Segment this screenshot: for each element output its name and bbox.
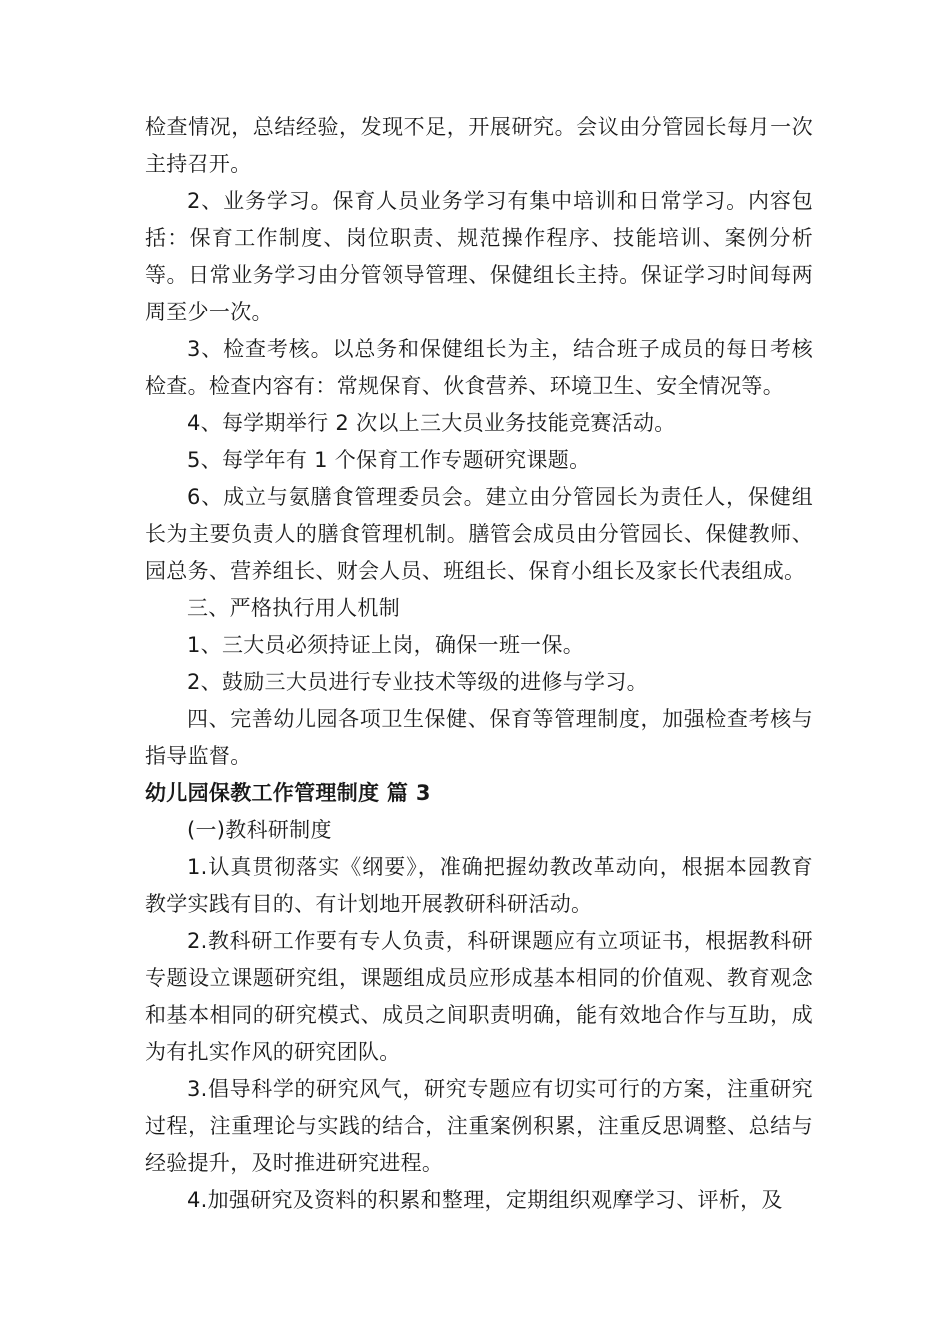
paragraph: 4、每学期举行 2 次以上三大员业务技能竞赛活动。 [187, 411, 676, 435]
paragraph: 2、业务学习。保育人员业务学习有集中培训和日常学习。内容包括：保育工作制度、岗位职责、规范操作程序、技能培训、案例分析等。日常业务学习由分管领导管理、保健组长主持。保证学习时间每两周至少一次。 [145, 189, 813, 324]
paragraph: 1、三大员必须持证上岗，确保一班一保。 [187, 633, 585, 657]
paragraph: 2、鼓励三大员进行专业技术等级的进修与学习。 [187, 670, 648, 694]
paragraph: 5、每学年有 1 个保育工作专题研究课题。 [187, 448, 591, 472]
paragraph: 3、检查考核。以总务和保健组长为主，结合班子成员的每日考核检查。检查内容有：常规保育、伙食营养、环境卫生、安全情况等。 [145, 337, 813, 398]
paragraph: 1.认真贯彻落实《纲要》，准确把握幼教改革动向，根据本园教育教学实践有目的、有计划地开展教研科研活动。 [145, 855, 813, 916]
section-heading: 幼儿园保教工作管理制度 篇 3 [145, 781, 431, 805]
paragraph: 4.加强研究及资料的积累和整理，定期组织观摩学习、评析，及 [187, 1188, 783, 1212]
paragraph: 四、完善幼儿园各项卫生保健、保育等管理制度，加强检查考核与指导监督。 [145, 707, 813, 768]
document-page [145, 109, 813, 1219]
paragraph: 三、严格执行用人机制 [187, 596, 400, 620]
paragraph: (一)教科研制度 [187, 818, 332, 842]
paragraph: 检查情况，总结经验，发现不足，开展研究。会议由分管园长每月一次主持召开。 [145, 115, 813, 176]
paragraph: 6、成立与氨膳食管理委员会。建立由分管园长为责任人，保健组长为主要负责人的膳食管理机制。膳管会成员由分管园长、保健教师、园总务、营养组长、财会人员、班组长、保育小组长及家长代表组成。 [145, 485, 813, 583]
paragraph: 2.教科研工作要有专人负责，科研课题应有立项证书，根据教科研专题设立课题研究组，课题组成员应形成基本相同的价值观、教育观念和基本相同的研究模式、成员之间职责明确，能有效地合作与互助，成为有扎实作风的研究团队。 [145, 929, 813, 1064]
paragraph: 3.倡导科学的研究风气，研究专题应有切实可行的方案，注重研究过程，注重理论与实践的结合，注重案例积累，注重反思调整、总结与经验提升，及时推进研究进程。 [145, 1077, 813, 1175]
